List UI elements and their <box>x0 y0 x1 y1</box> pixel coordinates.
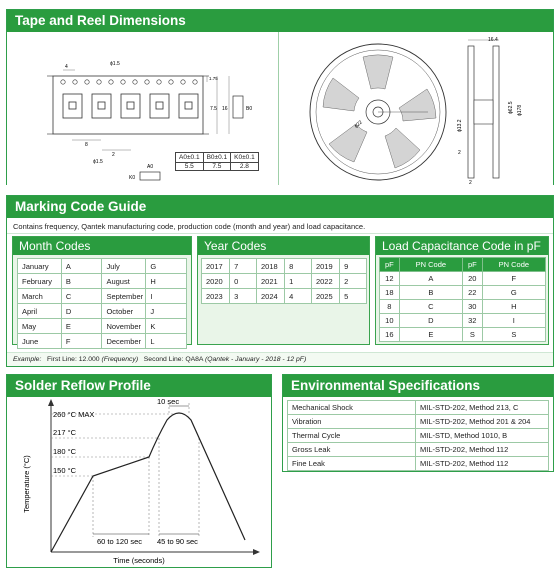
load-capacitance-table <box>379 257 546 342</box>
table-cell: E <box>399 328 462 342</box>
table-row <box>380 286 546 300</box>
load-capacitance-title: Load Capacitance Code in pF <box>376 237 548 255</box>
table-row <box>202 289 367 304</box>
table-cell: 5 <box>340 289 367 304</box>
table-cell: MIL-STD-202, Method 213, C <box>416 401 549 415</box>
tape-reel-body <box>7 32 553 185</box>
table-row <box>18 319 187 334</box>
level-150-label: 150 °C <box>53 466 77 475</box>
table-cell: 2021 <box>256 274 284 289</box>
table-cell: 0 <box>230 274 257 289</box>
table-cell: pF <box>462 258 482 272</box>
table-cell: G <box>146 259 187 274</box>
tape-spec-table <box>175 152 259 171</box>
spec-header: K0±0.1 <box>231 153 259 163</box>
table-cell: PN Code <box>482 258 545 272</box>
dim2-label: 2 <box>112 152 115 158</box>
table-cell: February <box>18 274 62 289</box>
month-codes-title: Month Codes <box>13 237 191 255</box>
table-row <box>380 314 546 328</box>
table-cell: November <box>102 319 146 334</box>
table-cell: 2019 <box>311 259 339 274</box>
table-cell: I <box>146 289 187 304</box>
example-label: Example: <box>13 356 42 363</box>
table-cell: A <box>61 259 102 274</box>
tape-reel-title: Tape and Reel Dimensions <box>7 10 553 32</box>
example-first-line: First Line: 12.000 <box>47 356 100 363</box>
table-cell: 2018 <box>256 259 284 274</box>
table-cell: 2022 <box>311 274 339 289</box>
table-cell: 2023 <box>202 289 230 304</box>
table-cell: C <box>61 289 102 304</box>
reflow-profile-diagram <box>7 398 271 568</box>
table-cell: July <box>102 259 146 274</box>
table-cell: Thermal Cycle <box>288 429 416 443</box>
spec-header: B0±0.1 <box>203 153 231 163</box>
spec-header: A0±0.1 <box>176 153 204 163</box>
month-codes-panel <box>12 236 192 345</box>
table-cell: J <box>146 304 187 319</box>
table-cell: 20 <box>462 272 482 286</box>
table-cell: C <box>399 300 462 314</box>
table-cell: 2024 <box>256 289 284 304</box>
soak-span-label: 60 to 120 sec <box>97 537 143 546</box>
table-row <box>380 272 546 286</box>
table-cell: October <box>102 304 146 319</box>
table-cell: June <box>18 334 62 349</box>
table-row <box>288 429 549 443</box>
spec-value: 7.5 <box>203 163 231 171</box>
table-cell: G <box>482 286 545 300</box>
table-cell: 1 <box>285 274 312 289</box>
example-second-note: (Qantek - January - 2018 - 12 pF) <box>204 356 307 363</box>
table-cell: A <box>399 272 462 286</box>
table-cell: Fine Leak <box>288 457 416 471</box>
reel-side-hub <box>474 100 493 124</box>
section-divider <box>278 32 279 185</box>
table-cell: F <box>61 334 102 349</box>
table-cell: 7 <box>230 259 257 274</box>
table-row <box>288 415 549 429</box>
dim4-label: 4 <box>65 64 68 70</box>
table-cell: K <box>146 319 187 334</box>
table-row <box>288 457 549 471</box>
table-cell: MIL-STD-202, Method 201 & 204 <box>416 415 549 429</box>
table-cell: 10 <box>380 314 400 328</box>
table-row <box>18 304 187 319</box>
table-cell: E <box>61 319 102 334</box>
table-row <box>288 443 549 457</box>
year-codes-title: Year Codes <box>198 237 369 255</box>
example-first-note: (Frequency) <box>101 356 139 363</box>
table-cell: 12 <box>380 272 400 286</box>
reel-drawing <box>283 32 553 185</box>
bore-label: ϕ13.2 <box>457 119 463 132</box>
b0-label: B0 <box>246 106 253 112</box>
table-cell: 18 <box>380 286 400 300</box>
table-cell: 2017 <box>202 259 230 274</box>
table-row <box>18 289 187 304</box>
table-row <box>202 274 367 289</box>
level-260-label: 260 °C MAX <box>53 410 95 419</box>
table-cell: 2020 <box>202 274 230 289</box>
table-cell: 8 <box>380 300 400 314</box>
year-codes-table <box>201 258 367 304</box>
table-cell: B <box>61 274 102 289</box>
hub-diameter-label: ϕ62.5 <box>508 101 514 114</box>
table-cell: May <box>18 319 62 334</box>
load-capacitance-panel <box>375 236 549 345</box>
table-cell: L <box>146 334 187 349</box>
environmental-table <box>287 400 549 471</box>
dim175-label: 1.75 <box>209 76 218 81</box>
x-axis-arrow <box>253 549 260 555</box>
table-cell: 30 <box>462 300 482 314</box>
table-cell: 2025 <box>311 289 339 304</box>
y-axis-arrow <box>48 399 54 406</box>
table-cell: S <box>462 328 482 342</box>
marking-intro: Contains frequency, Qantek manufacturing code, production code (month and year) and load capacitance. <box>7 218 553 234</box>
table-cell: H <box>482 300 545 314</box>
liquidus-span-label: 45 to 90 sec <box>157 537 198 546</box>
table-cell: D <box>399 314 462 328</box>
table-cell: I <box>482 314 545 328</box>
table-cell: H <box>146 274 187 289</box>
k0-label: K0 <box>129 175 136 181</box>
marking-title: Marking Code Guide <box>7 196 553 218</box>
environmental-section <box>282 374 554 472</box>
x-axis-label: Time (seconds) <box>113 556 165 565</box>
phi15-bot-label: ϕ1.5 <box>93 159 103 165</box>
dim75-label: 7.5 <box>210 106 217 112</box>
table-cell: S <box>482 328 545 342</box>
reflow-section <box>6 374 272 568</box>
table-cell: MIL-STD-202, Method 112 <box>416 443 549 457</box>
dim8-label: 8 <box>85 142 88 148</box>
table-cell: Gross Leak <box>288 443 416 457</box>
table-cell: April <box>18 304 62 319</box>
table-cell: 2 <box>340 274 367 289</box>
level-217-label: 217 °C <box>53 428 77 437</box>
table-row <box>202 259 367 274</box>
marking-section <box>6 195 554 367</box>
table-row <box>380 328 546 342</box>
environmental-title: Environmental Specifications <box>283 375 553 397</box>
y-axis-label: Temperature (°C) <box>22 455 31 513</box>
table-cell: August <box>102 274 146 289</box>
table-cell: 16 <box>380 328 400 342</box>
table-cell: 4 <box>285 289 312 304</box>
phi15-top-label: ϕ1.5 <box>110 61 120 67</box>
table-row <box>288 401 549 415</box>
spec-value: 5.5 <box>176 163 204 171</box>
year-codes-panel <box>197 236 370 345</box>
table-row <box>18 274 187 289</box>
table-cell: September <box>102 289 146 304</box>
reflow-title: Solder Reflow Profile <box>7 375 271 397</box>
peak-duration-label: 10 sec <box>157 398 180 406</box>
table-cell: Vibration <box>288 415 416 429</box>
table-cell: 32 <box>462 314 482 328</box>
table-cell: 9 <box>340 259 367 274</box>
table-cell: March <box>18 289 62 304</box>
dim16-label: 16 <box>222 106 228 112</box>
pocket-side-view <box>140 172 160 180</box>
table-row <box>18 334 187 349</box>
table-cell: pF <box>380 258 400 272</box>
tape-side-view <box>233 96 243 118</box>
tape-reel-section <box>6 9 554 185</box>
a0-label: A0 <box>147 164 154 170</box>
reel-width-label: 16.4 <box>488 37 498 43</box>
spec-value: 2.8 <box>231 163 259 171</box>
table-header-row <box>380 258 546 272</box>
table-cell: 3 <box>230 289 257 304</box>
level-180-label: 180 °C <box>53 447 77 456</box>
table-cell: 22 <box>462 286 482 300</box>
table-row <box>18 259 187 274</box>
marking-example <box>7 352 553 366</box>
table-cell: December <box>102 334 146 349</box>
reel-gap-label-1: 2 <box>458 150 461 156</box>
reel-diameter-label: ϕ178 <box>517 104 523 116</box>
month-codes-table <box>17 258 187 349</box>
table-cell: January <box>18 259 62 274</box>
reel-side-flange-2 <box>493 46 499 178</box>
reel-side-flange-1 <box>468 46 474 178</box>
table-cell: PN Code <box>399 258 462 272</box>
reflow-curve <box>51 413 245 552</box>
table-cell: 8 <box>285 259 312 274</box>
table-row <box>380 300 546 314</box>
table-cell: D <box>61 304 102 319</box>
table-cell: Mechanical Shock <box>288 401 416 415</box>
table-cell: MIL-STD-202, Method 112 <box>416 457 549 471</box>
reel-gap-label-2: 2 <box>469 180 472 185</box>
example-second-line: Second Line: QA8A <box>143 356 204 363</box>
table-cell: MIL-STD, Method 1010, B <box>416 429 549 443</box>
table-cell: B <box>399 286 462 300</box>
hub-label: ϕ22 <box>353 119 364 130</box>
table-cell: F <box>482 272 545 286</box>
